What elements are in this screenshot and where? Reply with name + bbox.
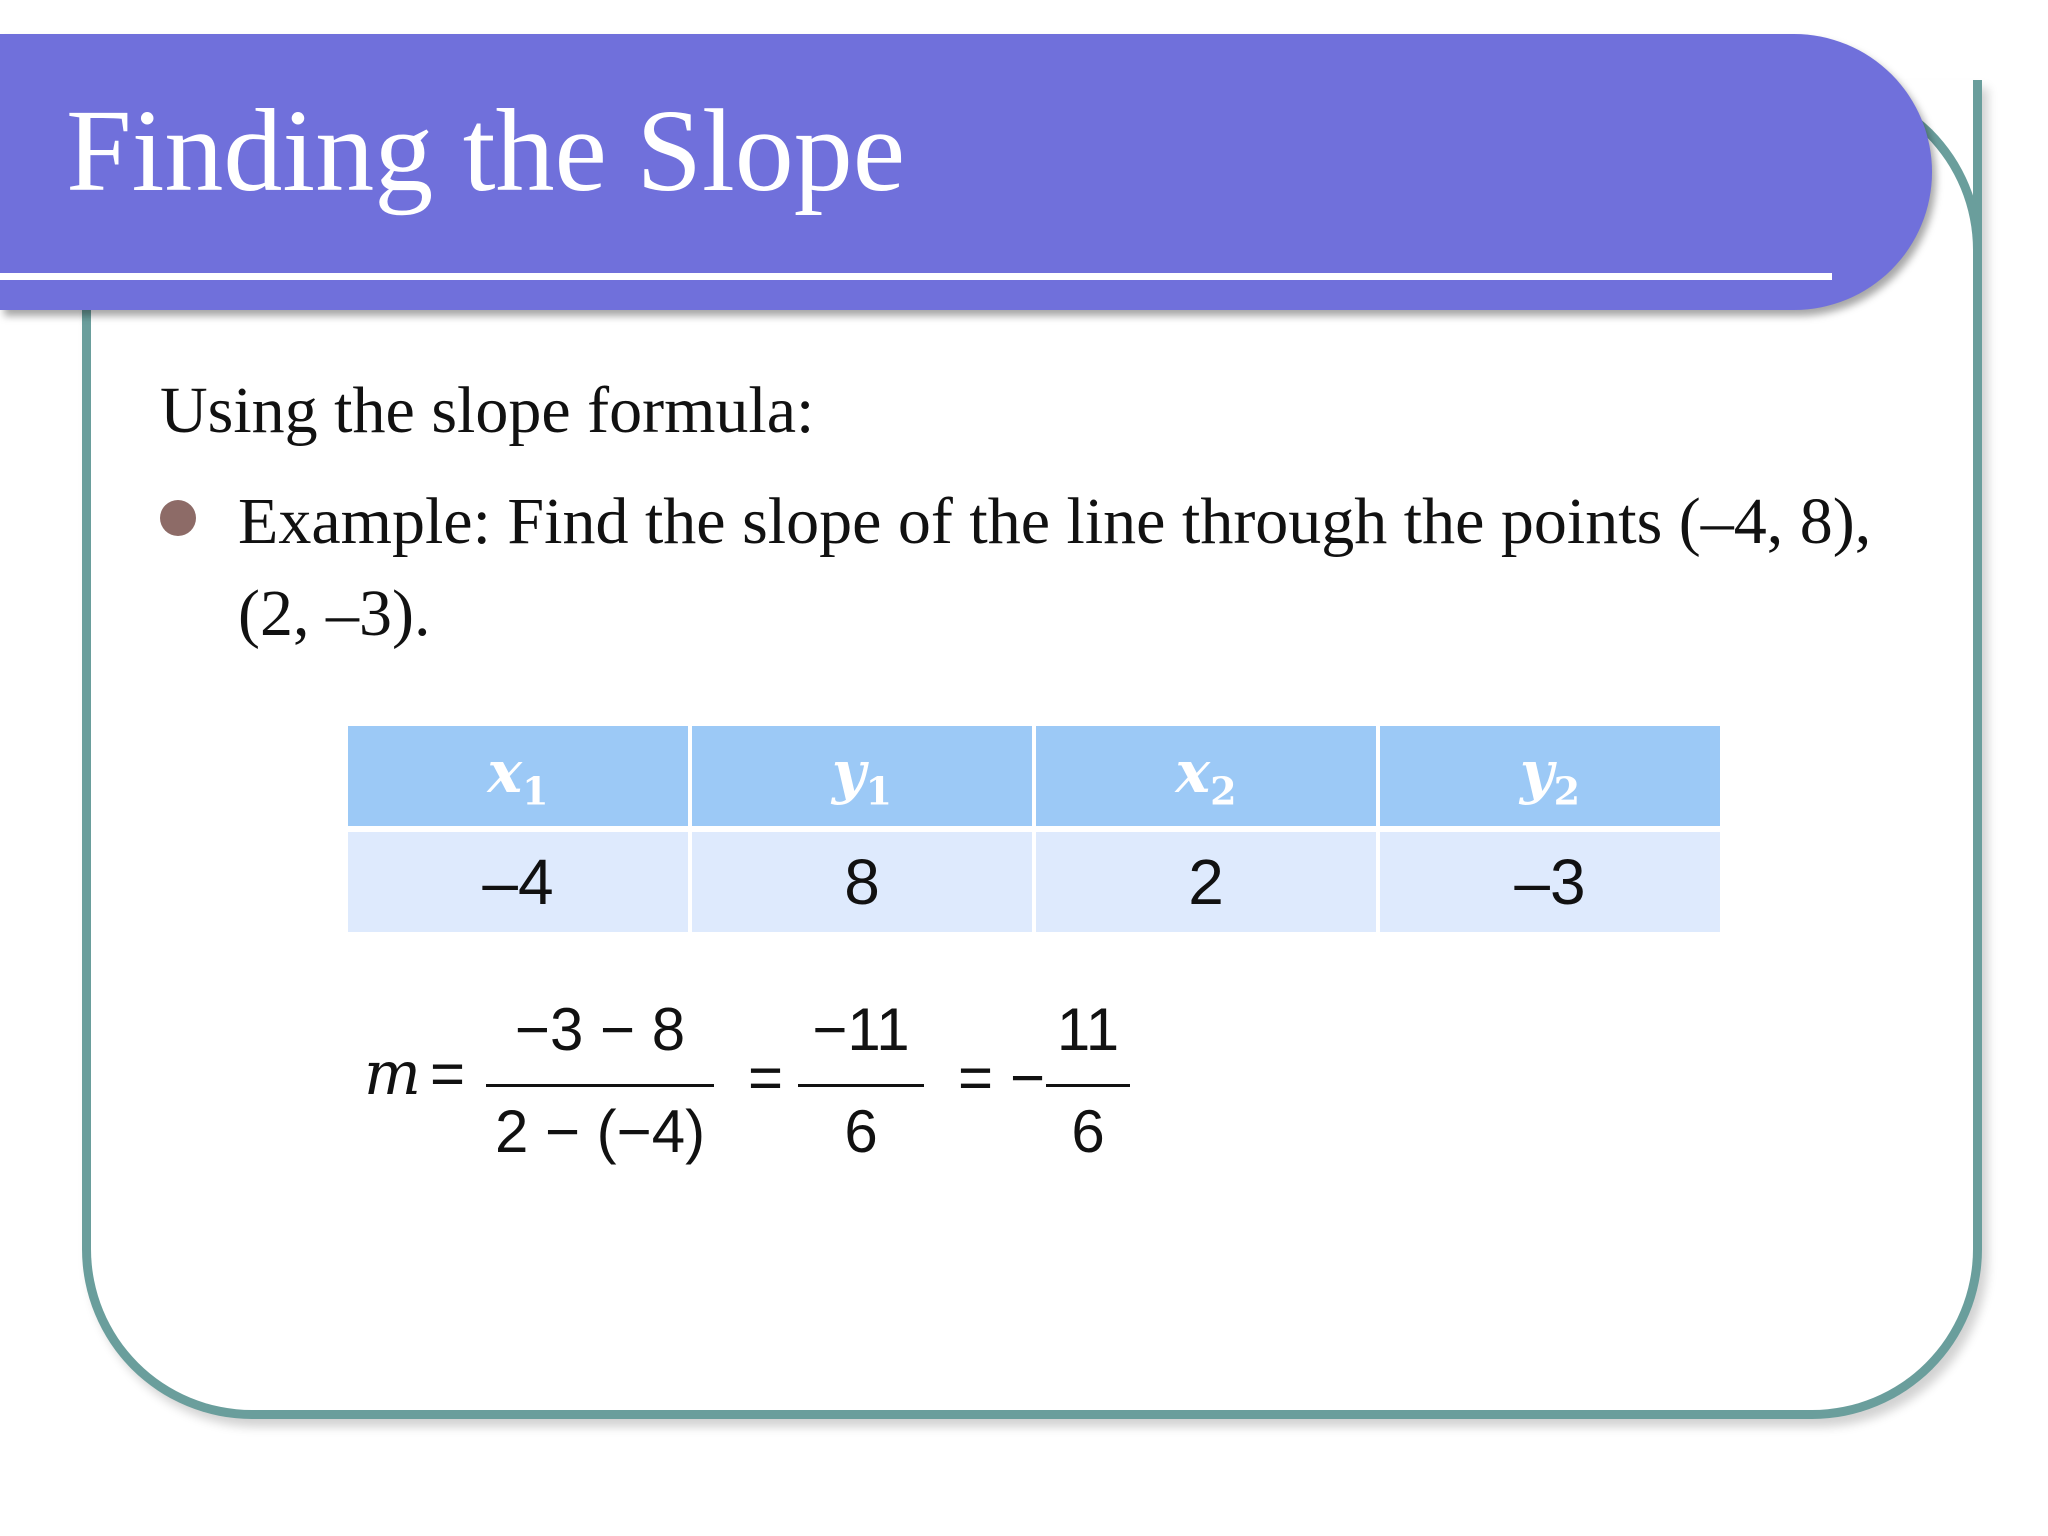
cell-y1: 8	[690, 829, 1034, 932]
cell-x1: –4	[346, 829, 690, 932]
cell-y2: –3	[1378, 829, 1722, 932]
fraction1-denominator: 2 − (−4)	[494, 1098, 706, 1165]
header-y2: $y_2$	[1378, 726, 1722, 829]
fraction1-numerator: −3 − 8	[514, 996, 686, 1063]
table-header-row	[346, 726, 1722, 829]
equation-equals-3: =	[958, 1044, 994, 1111]
equation-negative-sign: −	[1010, 1044, 1046, 1111]
bullet-icon	[160, 500, 196, 536]
equation-m: m	[364, 1039, 421, 1109]
intro-text: Using the slope formula:	[160, 374, 815, 447]
header-x2: $x_2$	[1034, 726, 1378, 829]
fraction2-bar	[798, 1084, 924, 1087]
cell-x2: 2	[1034, 829, 1378, 932]
header-x1: $x_1$	[346, 726, 690, 829]
fraction3-denominator: 6	[1071, 1098, 1105, 1165]
title-underline	[0, 273, 1832, 280]
points-table	[344, 726, 1724, 932]
slide-title: Finding the Slope	[66, 85, 906, 216]
example-text: Example: Find the slope of the line through the points (–4, 8), (2, –3).	[238, 485, 1872, 650]
fraction1-bar	[486, 1084, 714, 1087]
header-y1: $y_1$	[690, 726, 1034, 829]
fraction3-numerator: 11	[1056, 996, 1120, 1063]
table-row	[346, 829, 1722, 932]
fraction2-numerator: −11	[812, 996, 910, 1063]
fraction2-denominator: 6	[844, 1098, 878, 1165]
fraction3-bar	[1046, 1084, 1130, 1087]
equation-equals-1: =	[430, 1040, 466, 1107]
equation-equals-2: =	[748, 1044, 784, 1111]
